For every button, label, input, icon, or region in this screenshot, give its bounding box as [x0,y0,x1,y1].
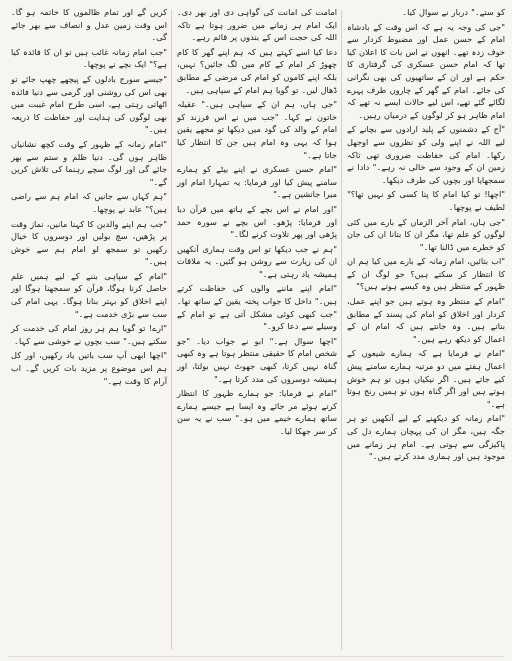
paragraph: کریں گے اور تمام ظالموں کا خاتمہ ہو گا۔ اس وقت زمین عدل و انصاف سے بھر جائے گی۔ [11,7,167,43]
paragraph: امامت کی امانت کی گواہی دی اور بھر دی۔ ایک امام ہر زمانے میں ضرور ہوتا ہے تاکہ اللہ کی حجت اس کے بندوں پر قائم رہے۔ [177,7,337,43]
paragraph: "جیسے سورج بادلوں کے پیچھے چھپ جائے تو بھی اس کی روشنی اور گرمی سے دنیا فائدہ اٹھاتی رہتی ہے، اسی طرح امام غیبت میں بھی لوگوں کی ہدایت اور حفاظت کا ذریعہ ہیں۔" [11,73,167,135]
text-column-right [344,6,508,656]
paragraph: "ہم کہاں سے جانیں کہ امام ہم سے راضی ہیں؟" عابد نے پوچھا۔ [11,191,167,214]
paragraph: "جی ہاں، امام آخر الزماں کے بارے میں کئی لوگوں کو علم تھا، مگر ان کا بتانا ان کی جان کو خطرے میں ڈالنا تھا۔" [347,216,505,252]
page-edge [8,656,504,657]
paragraph: "اچھا ابھی آپ سب باتیں یاد رکھیں، اور کل ہم اس موضوع پر مزید بات کریں گے۔ اب آرام کا وقت ہے۔" [11,350,167,386]
paragraph: "جی کی وجہ یہ ہے کہ اس وقت کے بادشاہ امام کے حسن عمل اور مضبوط کردار سے خوف زدہ تھے۔ انھوں نے اس بات کا اعلان کیا تھا کہ امام حسن عسکری کی گرفتاری کا حکم ہے اور ان کے ساتھیوں کی بھی نگرانی کی جائے۔ امام کے گھر کے چاروں طرف پہرے لگائے گئے تھے، اس لیے حالات ایسے نہ تھے کہ امام ظاہر ہو کر لوگوں کے درمیان رہیں۔ [347,21,505,120]
paragraph: "امام زمانہ کے ظہور کے وقت کچھ نشانیاں ظاہر ہوں گی۔ دنیا ظلم و ستم سے بھر جائے گی اور لوگ سچے رہنما کی تلاش کریں گے۔" [11,138,167,187]
paragraph: دعا کیا اسے کہتے ہیں کہ ہم اپنے گھر کا کام چھوڑ کر امام کے کام میں لگ جائیں؟ نہیں، بلکہ اپنے کاموں کو امام کی مرضی کے مطابق ڈھال لیں۔ تو گویا ہم امام کے سپاہی ہیں۔ [177,46,337,95]
paragraph: "امام نے فرمایا ہے کہ ہمارے شیعوں کے اعمال ہفتے میں دو مرتبہ ہمارے سامنے پیش کیے جاتے ہیں۔ اگر نیکیاں ہوں تو ہم خوش ہوتے ہیں اور اگر گناہ ہوں تو ہمیں رنج ہوتا ہے۔" [347,348,505,409]
paragraph: "امام کے سپاہی بننے کے لیے ہمیں علم حاصل کرنا ہوگا، قرآن کو سمجھنا ہوگا اور اپنے اخلاق کو بہتر بنانا ہوگا۔ یہی امام کی سب سے بڑی خدمت ہے۔" [11,270,167,319]
paragraph: "ہم نے جب دیکھا تو اس وقت ہماری آنکھیں ان کی زیارت سے روشن ہو گئیں۔ یہ ملاقات ہمیشہ یاد رہتی ہے۔" [177,243,337,279]
paragraph: "امام حسن عسکری نے اپنے بیٹے کو ہمارے سامنے پیش کیا اور فرمایا: یہ تمہارا امام اور میرا جانشین ہے۔" [177,164,337,200]
paragraph: "اور امام نے اس بچے کے ہاتھ میں قرآن دیا اور فرمایا: پڑھو۔ اس بچے نے سورہ حمد پڑھی اور پھر تلاوت کرنے لگا۔" [177,203,337,240]
paragraph: "جب امام زمانہ غائب ہیں تو ان کا فائدہ کیا ہے؟" ایک بچے نے پوچھا۔ [11,46,167,70]
text-column-middle [174,6,340,656]
paragraph: "ارے! تو گویا ہم ہر روز امام کی خدمت کر سکتے ہیں۔" سب بچوں نے خوشی سے کہا۔ [11,323,167,346]
paragraph: کو ستے۔" دربار نے سوال کیا۔ [402,7,505,17]
paragraph: "آج کے دشمنوں کے پلید ارادوں سے بچانے کے لیے اللہ نے اپنے ولی کو نظروں سے اوجھل رکھا۔ امام کی حفاظت ضروری تھی تاکہ زمین ان کے وجود سے خالی نہ رہے۔" دادا نے سمجھایا اور بچوں کی طرف دیکھا۔ [347,124,505,185]
paragraph: "جی ہاں، ہم ان کے سپاہی ہیں۔" عقیلہ خاتون نے کہا۔ "جب میں نے اس فرزند کو امام کے والد کی گود میں دیکھا تو مجھے یقین ہوا کہ یہی وہ امام ہیں جن کا انتظار کیا جاتا ہے۔" [177,99,337,160]
paragraph: "امام اپنے ماننے والوں کی حفاظت کرتے ہیں۔" داخل کا جواب پختہ یقین کے ساتھ تھا۔ "جب کبھی کوئی مشکل آتی ہے تو امام کے وسیلے سے دعا کرو۔" [177,283,337,332]
paragraph: "اچھا! تو کیا امام کا پتا کسی کو نہیں تھا؟" لطیف نے پوچھا۔ [347,189,505,212]
paragraph: "امام زمانہ کو دیکھنے کے لیے آنکھیں تو ہر جگہ ہیں، مگر ان کی پہچان ہمارے دل کی پاکیزگی سے ہوتی ہے۔ امام ہر زمانے میں موجود ہیں اور ہماری مدد کرتے ہیں۔" [347,413,505,462]
paragraph: "جب ہم اپنے والدین کا کہنا مانیں، نماز وقت پر پڑھیں، سچ بولیں اور دوسروں کا خیال رکھیں تو سمجھ لو امام ہم سے خوش ہیں۔" [11,218,167,267]
text-column-left [8,6,170,656]
paragraph: "امام کے منتظر وہ ہوتے ہیں جو اپنے عمل، کردار اور اخلاق کو امام کی پسند کے مطابق بناتے ہیں۔ وہ جانتے ہیں کہ امام ان کے اعمال کو دیکھ رہے ہیں۔" [347,296,505,344]
column-divider [341,10,342,650]
column-divider [171,10,172,650]
paragraph: "اب بتائیں، امام زمانہ کے بارے میں کیا ہم ان کا انتظار کر سکتے ہیں؟ جو لوگ ان کے ظہور کے منتظر ہیں وہ کیسے ہوتے ہیں؟" [347,256,505,292]
paragraph: "اچھا سوال ہے۔" ابو نے جواب دیا۔ "جو شخص امام کا حقیقی منتظر ہوتا ہے وہ کبھی گناہ نہیں کرتا، کبھی جھوٹ نہیں بولتا، اور ہمیشہ دوسروں کی مدد کرتا ہے۔" [177,335,337,384]
paragraph: "امام نے فرمایا: جو ہمارے ظہور کا انتظار کرتے ہوئے مر جائے وہ ایسا ہے جیسے ہمارے ساتھ ہمارے خیمے میں ہو۔" سب نے یہ سن کر سر جھکا لیا۔ [177,388,337,436]
